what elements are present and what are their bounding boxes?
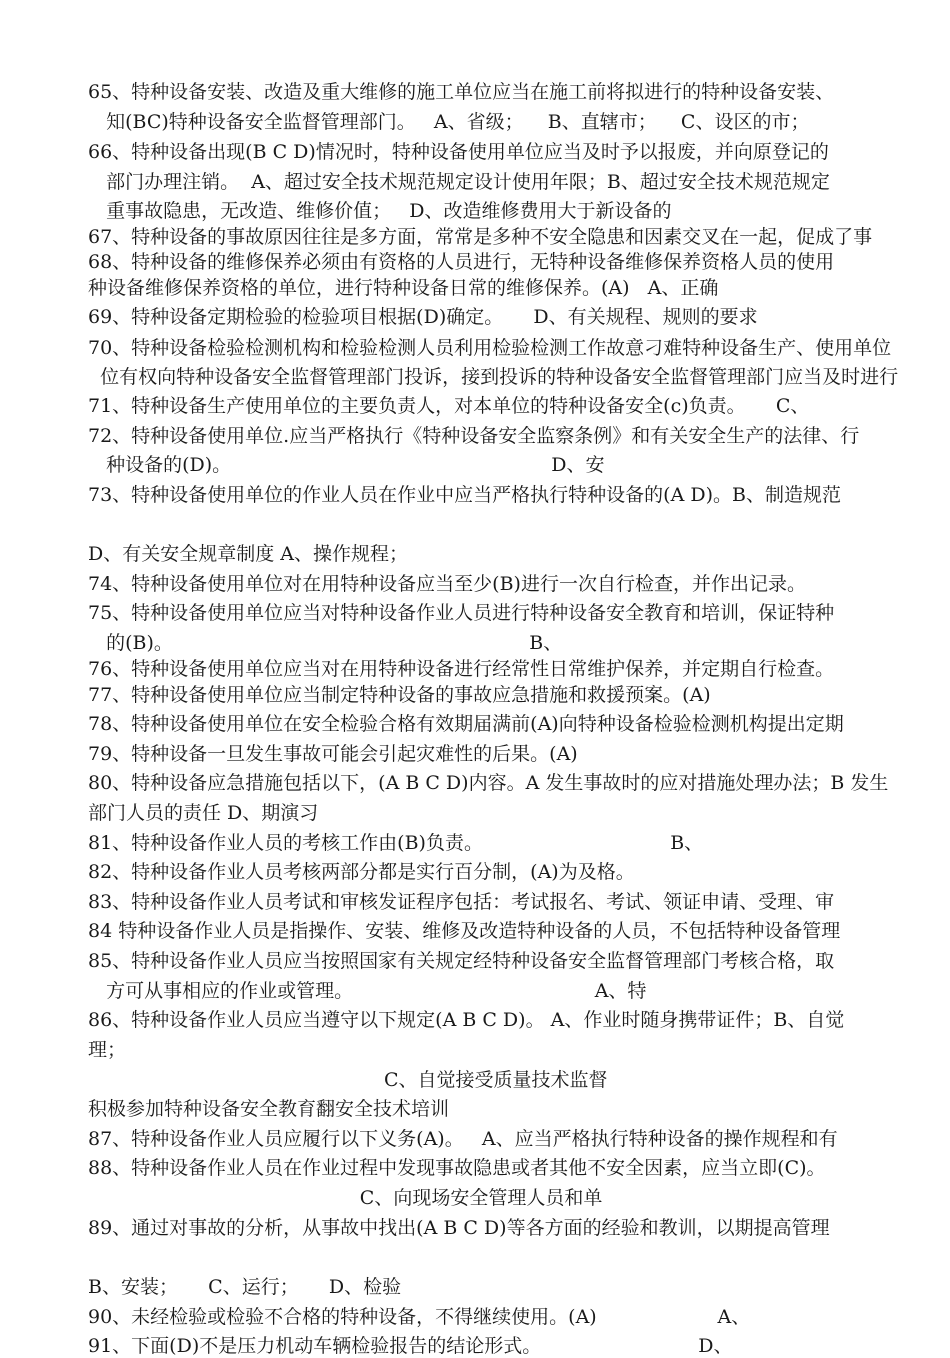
text-line: 89、通过对事故的分析，从事故中找出(A B C D)等各方面的经验和教训，以期提高管理 <box>88 1217 830 1239</box>
text-line: D、有关安全规章制度 A、操作规程； <box>88 543 408 565</box>
text-line: C、自觉接受质量技术监督 <box>88 1069 608 1091</box>
text-line: 81、特种设备作业人员的考核工作由(B)负责。 B、 <box>88 832 704 854</box>
text-line: 68、特种设备的维修保养必须由有资格的人员进行，无特种设备维修保养资格人员的使用 <box>88 251 835 273</box>
text-line: 理； <box>88 1039 127 1061</box>
text-line: 69、特种设备定期检验的检验项目根据(D)确定。 D、有关规程、规则的要求 <box>88 306 758 328</box>
text-line: 71、特种设备生产使用单位的主要负责人，对本单位的特种设备安全(c)负责。 C、 <box>88 395 810 417</box>
text-line: 67、特种设备的事故原因往往是多方面，常常是多种不安全隐患和因素交叉在一起，促成了事 <box>88 226 873 248</box>
text-line <box>88 513 950 537</box>
text-line: 80、特种设备应急措施包括以下，(A B C D)内容。A 发生事故时的应对措施处理办法；B 发生 <box>88 772 889 794</box>
text-line: 部门办理注销。 A、超过安全技术规范规定设计使用年限；B、超过安全技术规范规定 <box>88 171 830 193</box>
text-line: 78、特种设备使用单位在安全检验合格有效期届满前(A)向特种设备检验检测机构提出定期 <box>88 713 844 735</box>
text-line: 72、特种设备使用单位.应当严格执行《特种设备安全监察条例》和有关安全生产的法律、行 <box>88 425 860 447</box>
text-line: 83、特种设备作业人员考试和审核发证程序包括：考试报名、考试、领证申请、受理、审 <box>88 891 835 913</box>
text-line: 87、特种设备作业人员应履行以下义务(A)。 A、应当严格执行特种设备的操作规程和有 <box>88 1128 838 1150</box>
text-line: 74、特种设备使用单位对在用特种设备应当至少(B)进行一次自行检查，并作出记录。 <box>88 573 806 595</box>
text-line: 82、特种设备作业人员考核两部分都是实行百分制，(A)为及格。 <box>88 861 635 883</box>
text-line: 种设备维修保养资格的单位，进行特种设备日常的维修保养。(A) A、正确 <box>88 277 719 299</box>
text-line: 重事故隐患，无改造、维修价值； D、改造维修费用大于新设备的 <box>88 200 672 222</box>
text-line: B、安装； C、运行； D、检验 <box>88 1276 402 1298</box>
text-line: 70、特种设备检验检测机构和检验检测人员利用检验检测工作故意刁难特种设备生产、使用单位 <box>88 337 892 359</box>
text-line: 种设备的(D)。 D、安 <box>88 454 605 476</box>
text-line: 91、下面(D)不是压力机动车辆检验报告的结论形式。 D、 <box>88 1335 733 1357</box>
text-line: 65、特种设备安装、改造及重大维修的施工单位应当在施工前将拟进行的特种设备安装、 <box>88 81 835 103</box>
text-line <box>88 1246 950 1270</box>
text-line: 77、特种设备使用单位应当制定特种设备的事故应急措施和救援预案。(A) <box>88 684 711 706</box>
text-line: 86、特种设备作业人员应当遵守以下规定(A B C D)。 A、作业时随身携带证件；B、自觉 <box>88 1009 845 1031</box>
text-line: 76、特种设备使用单位应当对在用特种设备进行经常性日常维护保养，并定期自行检查。 <box>88 658 835 680</box>
text-line: 75、特种设备使用单位应当对特种设备作业人员进行特种设备安全教育和培训，保证特种 <box>88 602 835 624</box>
text-line: 积极参加特种设备安全教育翻安全技术培训 <box>88 1098 450 1120</box>
text-line: 79、特种设备一旦发生事故可能会引起灾难性的后果。(A) <box>88 743 578 765</box>
text-line: 知(BC)特种设备安全监督管理部门。 A、省级； B、直辖市； C、设区的市； <box>88 111 810 133</box>
text-line: 的(B)。 B、 <box>88 632 563 654</box>
text-line: 90、未经检验或检验不合格的特种设备，不得继续使用。(A) A、 <box>88 1306 751 1328</box>
text-line: 85、特种设备作业人员应当按照国家有关规定经特种设备安全监督管理部门考核合格，取 <box>88 950 835 972</box>
text-line: 66、特种设备出现(B C D)情况时，特种设备使用单位应当及时予以报废，并向原登记的 <box>88 141 829 163</box>
text-line: 位有权向特种设备安全监督管理部门投诉，接到投诉的特种设备安全监督管理部门应当及时进行 <box>88 366 899 388</box>
text-line: 方可从事相应的作业或管理。 A、特 <box>88 980 647 1002</box>
text-line: 88、特种设备作业人员在作业过程中发现事故隐患或者其他不安全因素，应当立即(C)。 <box>88 1157 826 1179</box>
text-line: 部门人员的责任 D、期演习 <box>88 802 319 824</box>
text-line: 73、特种设备使用单位的作业人员在作业中应当严格执行特种设备的(A D)。B、制造规范 <box>88 484 841 506</box>
text-line: 84 特种设备作业人员是指操作、安装、维修及改造特种设备的人员，不包括特种设备管理 <box>88 920 841 942</box>
text-line: C、向现场安全管理人员和单 <box>88 1187 603 1209</box>
